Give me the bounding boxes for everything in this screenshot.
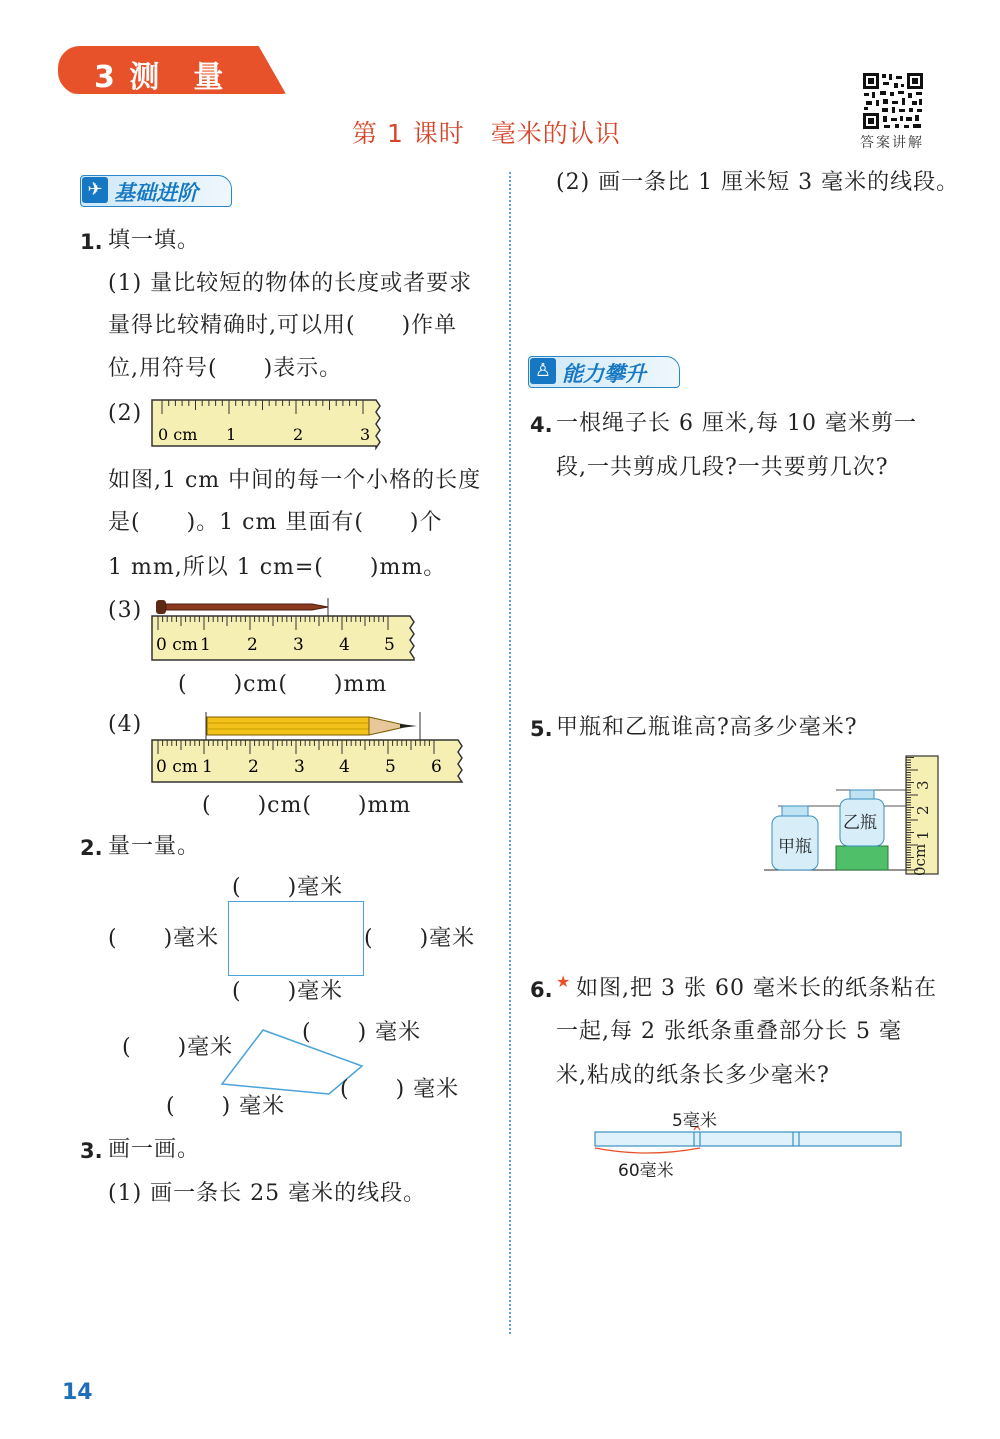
ruler-tick-label: 3 — [293, 635, 304, 655]
rectangle-shape — [228, 901, 364, 976]
ruler-unit-label: 0 cm — [156, 757, 198, 777]
ruler-tick-label: 3 — [360, 425, 371, 444]
ruler-tick-label: 4 — [339, 635, 350, 655]
quad-top-answer[interactable]: ( ) 毫米 — [302, 1020, 422, 1045]
q3-stem: 画一画。 — [108, 1137, 201, 1162]
q6-line2: 一起,每 2 张纸条重叠部分长 5 毫 — [556, 1019, 902, 1044]
climber-icon: ♙ — [530, 358, 556, 384]
section-basic-header — [80, 175, 232, 205]
ruler-tick-label: 1 — [226, 425, 237, 444]
quad-left-answer[interactable]: ( )毫米 — [122, 1035, 234, 1060]
q1-p4-label: (4) — [108, 712, 143, 737]
quad-bottom-answer[interactable]: ( ) 毫米 — [166, 1094, 286, 1119]
q6-line1: 如图,把 3 张 60 毫米长的纸条粘在 — [576, 976, 937, 1001]
ruler-3cm — [150, 398, 386, 450]
rect-left-answer[interactable]: ( )毫米 — [108, 926, 220, 951]
rect-right-answer[interactable]: ( )毫米 — [364, 926, 476, 951]
qr-caption: 答案讲解 — [860, 135, 924, 151]
q1-p3-label: (3) — [108, 598, 143, 623]
q1-p2-line2: 是( )。1 cm 里面有( )个 — [108, 510, 443, 535]
q3-p2: (2) 画一条比 1 厘米短 3 毫米的线段。 — [556, 170, 960, 195]
q1-number: 1. — [80, 230, 103, 254]
strip-length-label: 60毫米 — [618, 1161, 674, 1181]
ruler-5cm — [150, 614, 420, 662]
bottle-a-label: 甲瓶 — [778, 837, 812, 857]
q2-number: 2. — [80, 836, 103, 860]
section-advanced-label: 能力攀升 — [562, 362, 646, 386]
q1-p3-answer[interactable]: ( )cm( )mm — [178, 672, 388, 697]
q6-line3: 米,粘成的纸条长多少毫米? — [556, 1063, 830, 1088]
ruler-tick-label: 2 — [247, 635, 258, 655]
bottle-b-label: 乙瓶 — [843, 813, 877, 833]
q5-number: 5. — [530, 717, 553, 741]
page-number: 14 — [62, 1380, 93, 1405]
q3-p1: (1) 画一条长 25 毫米的线段。 — [108, 1181, 427, 1206]
ruler-tick-label: 5 — [384, 635, 395, 655]
ruler-tick-label: 4 — [339, 757, 350, 777]
ruler-tick-label: 1 — [200, 635, 211, 655]
ruler-tick-label: 2 — [248, 757, 259, 777]
q1-p2-label: (2) — [108, 401, 143, 426]
q1-p2-line1: 如图,1 cm 中间的每一个小格的长度 — [108, 468, 482, 493]
ruler-tick-label: 2 — [293, 425, 304, 444]
vruler-unit-label: 0cm — [911, 843, 929, 876]
ruler-tick-label: 3 — [294, 757, 305, 777]
section-advanced-header — [528, 356, 680, 386]
q4-line2: 段,一共剪成几段?一共要剪几次? — [556, 455, 889, 480]
q4-number: 4. — [530, 413, 553, 437]
q1-p1-line3: 位,用符号( )表示。 — [108, 356, 343, 381]
q1-stem: 填一填。 — [108, 228, 201, 253]
vruler-tick-label: 3 — [914, 780, 932, 790]
q5-stem: 甲瓶和乙瓶谁高?高多少毫米? — [556, 715, 858, 740]
q1-p2-line3: 1 mm,所以 1 cm=( )mm。 — [108, 555, 447, 580]
rect-bottom-answer[interactable]: ( )毫米 — [232, 979, 344, 1004]
column-divider — [509, 172, 511, 1334]
ruler-6cm — [150, 738, 470, 784]
vruler-tick-label: 2 — [914, 805, 932, 815]
q1-p1-line1: (1) 量比较短的物体的长度或者要求 — [108, 271, 473, 296]
ruler-unit-label: 0 cm — [158, 425, 198, 444]
quad-right-answer[interactable]: ( ) 毫米 — [340, 1077, 460, 1102]
ruler-tick-label: 1 — [202, 757, 213, 777]
q3-number: 3. — [80, 1139, 103, 1163]
q6-number: 6. — [530, 978, 553, 1002]
ruler-unit-label: 0 cm — [156, 635, 198, 655]
pencil-image — [204, 712, 426, 740]
q1-p4-answer[interactable]: ( )cm( )mm — [202, 793, 412, 818]
runner-icon: ✈ — [82, 177, 108, 203]
ruler-tick-label: 6 — [431, 757, 442, 777]
q4-line1: 一根绳子长 6 厘米,每 10 毫米剪一 — [556, 411, 917, 436]
q1-p1-line2: 量得比较精确时,可以用( )作单 — [108, 313, 458, 338]
section-basic-label: 基础进阶 — [114, 181, 198, 205]
star-icon: ★ — [556, 972, 571, 991]
rect-top-answer[interactable]: ( )毫米 — [232, 875, 344, 900]
lesson-title: 第 1 课时 毫米的认识 — [352, 119, 621, 148]
ruler-tick-label: 5 — [385, 757, 396, 777]
overlap-label: 5毫米 — [672, 1111, 717, 1131]
chapter-title: 3 测 量 — [94, 60, 226, 95]
vruler-tick-label: 1 — [914, 830, 932, 840]
q2-stem: 量一量。 — [108, 834, 201, 859]
qr-code-icon[interactable] — [862, 72, 924, 130]
